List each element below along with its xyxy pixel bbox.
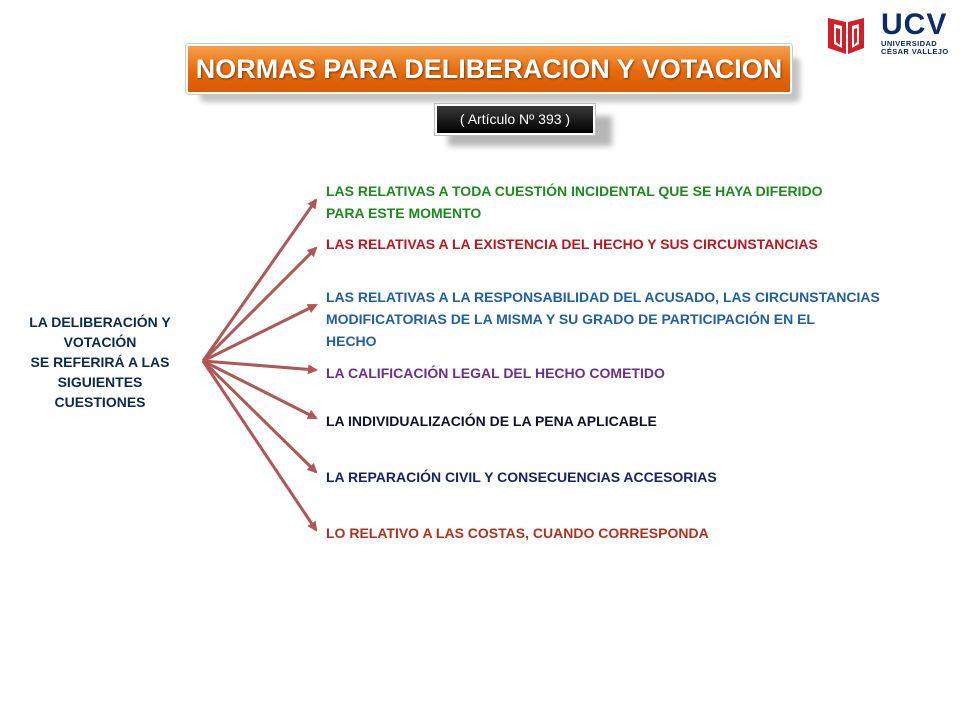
article-badge: ( Artículo Nº 393 ) (435, 104, 595, 135)
logo-subtitle-2: CÉSAR VALLEJO (881, 47, 949, 56)
deliberation-line-2: VOTACIÓN (63, 334, 137, 350)
item-5 (326, 410, 657, 432)
item-1-line-1: LAS RELATIVAS A TODA CUESTIÓN INCIDENTAL QUE SE HAYA DIFERIDO (326, 183, 823, 199)
logo-name: UCV (881, 8, 948, 41)
item-3-line-3: HECHO (326, 333, 377, 349)
item-2-line-1: LAS RELATIVAS A LA EXISTENCIA DEL HECHO Y SUS CIRCUNSTANCIAS (326, 236, 818, 252)
item-3 (326, 286, 880, 352)
logo-subtitle-1: UNIVERSIDAD (881, 39, 938, 48)
page-title: NORMAS PARA DELIBERACION Y VOTACION (186, 44, 792, 94)
arrow-6 (203, 361, 316, 472)
deliberation-line-3: SE REFERIRÁ A LAS (30, 354, 170, 370)
item-1 (326, 180, 823, 224)
deliberation-line-1: LA DELIBERACIÓN Y (29, 314, 171, 330)
item-6-line-1: LA REPARACIÓN CIVIL Y CONSECUENCIAS ACCESORIAS (326, 469, 717, 485)
item-3-line-1: LAS RELATIVAS A LA RESPONSABILIDAD DEL ACUSADO, LAS CIRCUNSTANCIAS (326, 289, 880, 305)
deliberation-line-5: CUESTIONES (54, 394, 146, 410)
item-1-line-2: PARA ESTE MOMENTO (326, 205, 482, 221)
item-7-line-1: LO RELATIVO A LAS COSTAS, CUANDO CORRESPONDA (326, 525, 709, 541)
item-5-line-1: LA INDIVIDUALIZACIÓN DE LA PENA APLICABLE (326, 413, 657, 429)
item-4-line-1: LA CALIFICACIÓN LEGAL DEL HECHO COMETIDO (326, 365, 665, 381)
item-7 (326, 522, 709, 544)
item-3-line-2: MODIFICATORIAS DE LA MISMA Y SU GRADO DE PARTICIPACIÓN EN EL (326, 311, 815, 327)
deliberation-line-4: SIGUIENTES (57, 374, 143, 390)
arrow-3 (203, 305, 316, 361)
arrow-7 (203, 361, 316, 530)
arrow-2 (203, 248, 316, 361)
item-6 (326, 466, 717, 488)
arrow-1 (203, 200, 316, 361)
item-4 (326, 362, 665, 384)
item-2 (326, 233, 818, 255)
